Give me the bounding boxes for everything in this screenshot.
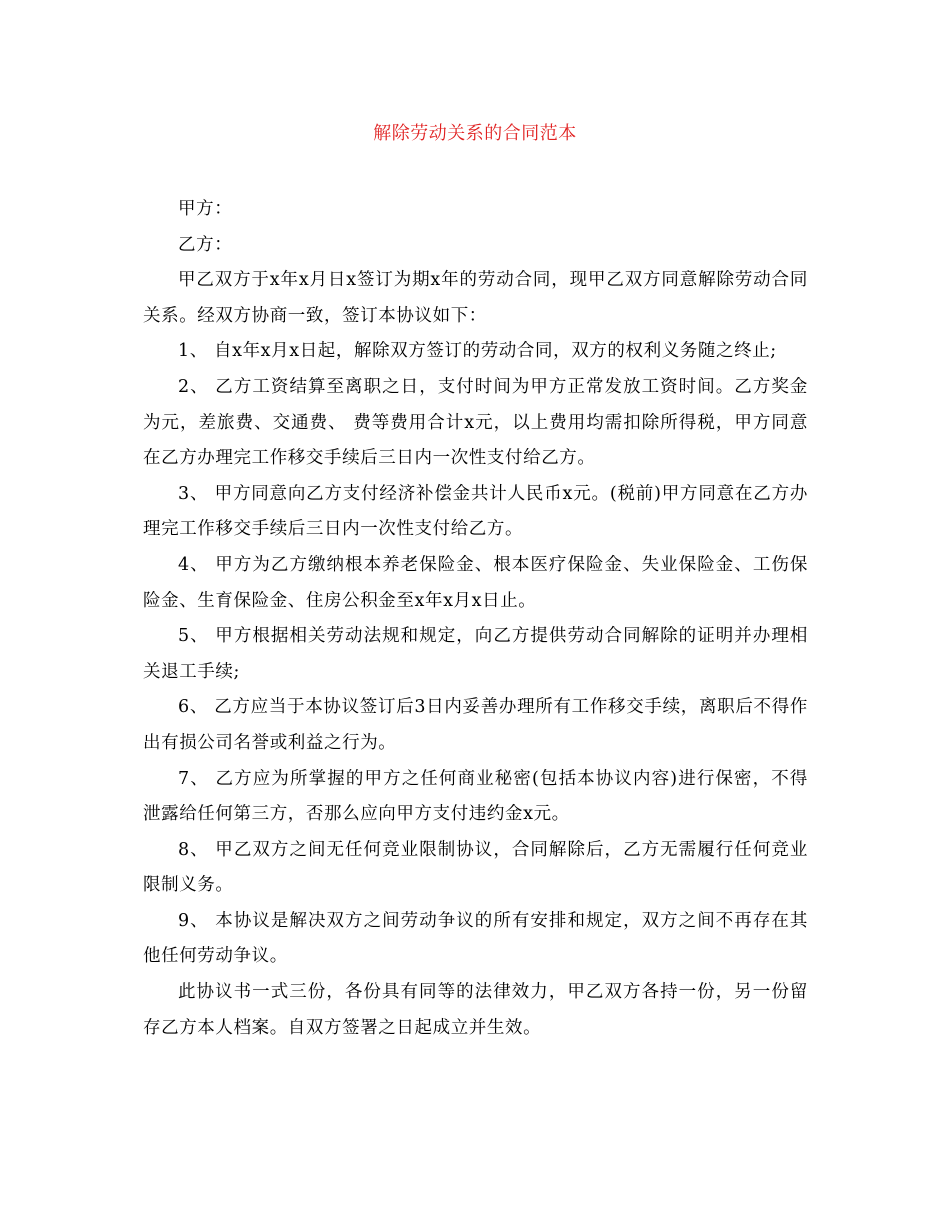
clause-8: 8、 甲乙双方之间无任何竞业限制协议，合同解除后，乙方无需履行任何竞业限制义务。 bbox=[143, 839, 808, 896]
clause-9: 9、 本协议是解决双方之间劳动争议的所有安排和规定，双方之间不再存在其他任何劳动争议。 bbox=[143, 910, 808, 967]
document-body bbox=[143, 192, 808, 1046]
clause-1: 1、 自x年x月x日起，解除双方签订的劳动合同，双方的权利义务随之终止; bbox=[178, 341, 777, 362]
intro-paragraph: 甲乙双方于x年x月日x签订为期x年的劳动合同，现甲乙双方同意解除劳动合同关系。经双方协商一致，签订本协议如下： bbox=[143, 270, 808, 326]
clause-4: 4、 甲方为乙方缴纳根本养老保险金、根本医疗保险金、失业保险金、工伤保险金、生育保险金、住房公积金至x年x月x日止。 bbox=[143, 554, 808, 611]
clause-6: 6、 乙方应当于本协议签订后3日内妥善办理所有工作移交手续，离职后不得作出有损公司名誉或利益之行为。 bbox=[143, 697, 808, 753]
document-title: 解除劳动关系的合同范本 bbox=[373, 123, 577, 144]
party-a-line: 甲方： bbox=[178, 199, 233, 219]
clause-7: 7、 乙方应为所掌握的甲方之任何商业秘密(包括本协议内容)进行保密，不得泄露给任何第三方，否那么应向甲方支付违约金x元。 bbox=[143, 768, 808, 825]
clause-5: 5、 甲方根据相关劳动法规和规定，向乙方提供劳动合同解除的证明并办理相关退工手续; bbox=[143, 626, 808, 682]
clause-2: 2、 乙方工资结算至离职之日，支付时间为甲方正常发放工资时间。乙方奖金为元，差旅费、交通费、 费等费用合计x元，以上费用均需扣除所得税，甲方同意在乙方办理完工作移交手续后三日内一次性支付给乙方。 bbox=[143, 376, 808, 469]
closing-paragraph: 此协议书一式三份，各份具有同等的法律效力，甲乙双方各持一份，另一份留存乙方本人档案。自双方签署之日起成立并生效。 bbox=[143, 982, 808, 1038]
party-b-line: 乙方： bbox=[178, 234, 233, 255]
clause-3: 3、 甲方同意向乙方支付经济补偿金共计人民币x元。(税前)甲方同意在乙方办理完工作移交手续后三日内一次性支付给乙方。 bbox=[143, 483, 808, 540]
